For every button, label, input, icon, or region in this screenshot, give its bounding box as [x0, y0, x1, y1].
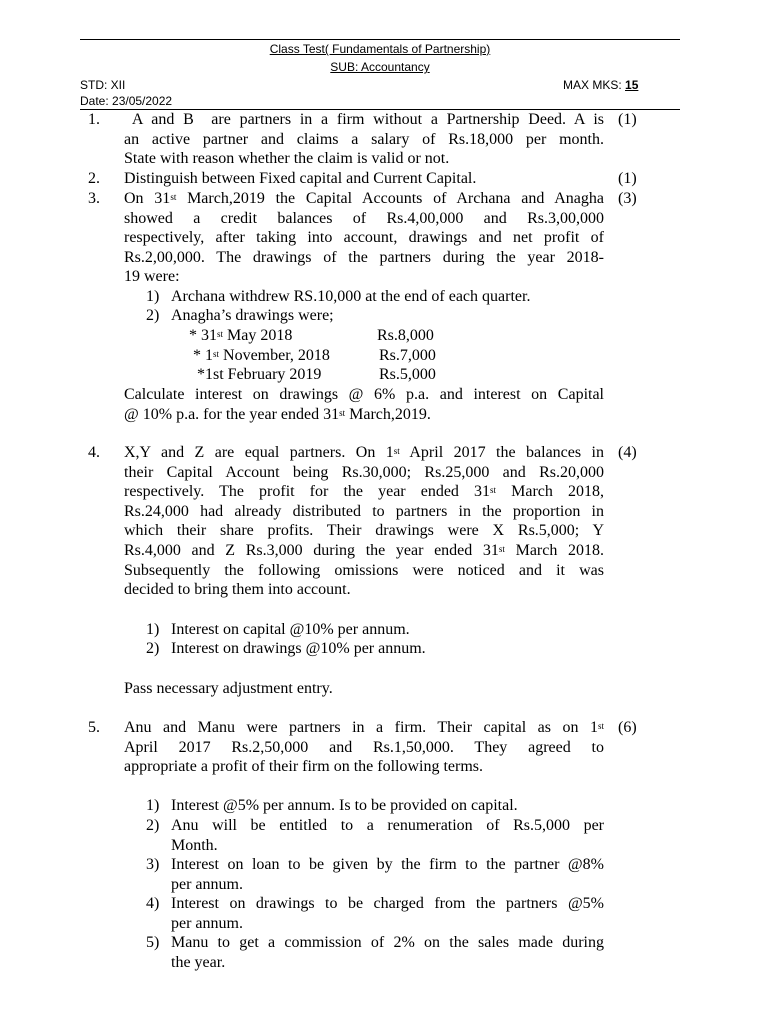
- q4-list-item: [146, 620, 604, 640]
- ordinal-suffix: st: [393, 446, 400, 456]
- ordinal-suffix: st: [597, 721, 604, 731]
- q4-line-part: X,Y and Z are equal partners. On 1: [124, 444, 394, 461]
- list-text: [171, 816, 604, 855]
- drawing-date-part: May 2018: [223, 327, 293, 344]
- ordinal-suffix: st: [490, 485, 497, 496]
- q5-list-item: [146, 796, 604, 816]
- max-marks-value: 15: [625, 78, 639, 92]
- list-text-line: Month.: [171, 836, 218, 854]
- q3-line-part: @ 10% p.a. for the year ended 31: [124, 405, 340, 423]
- list-number: 1): [146, 621, 160, 638]
- q4-line: Pass necessary adjustment entry.: [124, 680, 333, 697]
- subject-line: [80, 60, 680, 75]
- list-number: 1): [146, 288, 160, 305]
- q3-line: [124, 189, 604, 209]
- max-marks: [563, 78, 638, 93]
- q3-list-item: [146, 287, 604, 307]
- list-text: [171, 894, 604, 933]
- q1-number: 1.: [88, 111, 100, 128]
- q5-list-item: [146, 855, 604, 894]
- top-rule: [80, 39, 680, 40]
- q4-text: [124, 443, 604, 600]
- q5-marks: (6): [618, 719, 637, 736]
- max-marks-label: MAX MKS:: [563, 78, 626, 92]
- drawing-date: [193, 346, 330, 366]
- q4-line-part: March 2018.: [504, 541, 604, 559]
- q4-marks: (4): [618, 444, 637, 461]
- q3-line-part: March,2019.: [345, 405, 431, 423]
- list-text-line: Anu will be entitled to a renumeration of Rs.5,000 per: [171, 817, 604, 834]
- q5-number: 5.: [88, 719, 100, 736]
- list-text: Interest on capital @10% per annum.: [171, 621, 410, 638]
- list-number: 4): [146, 895, 160, 912]
- q3-line-part: March,2019 the Capital Accounts of Archana and Anagha: [176, 190, 604, 207]
- list-number: 2): [146, 307, 160, 324]
- q1-text: [124, 110, 604, 169]
- ordinal-suffix: st: [498, 543, 505, 554]
- q4-line: which their share profits. Their drawings were X Rs.5,000; Y: [124, 522, 604, 540]
- q5-text: [124, 718, 604, 777]
- drawing-date-part: * 31: [189, 327, 217, 344]
- q5-list-item: [146, 894, 604, 933]
- q5-line: April 2017 Rs.2,50,000 and Rs.1,50,000. They agreed to: [124, 738, 604, 756]
- q3-line: [124, 405, 604, 425]
- q1-line: an active partner and claims a salary of Rs.18,000 per month.: [124, 130, 604, 148]
- list-text-line: Manu to get a commission of 2% on the sales made during: [171, 934, 604, 951]
- q4-line-part: Rs.4,000 and Z Rs.3,000 during the year ended 31: [124, 541, 499, 559]
- drawing-amount: Rs.7,000: [379, 347, 436, 364]
- q4-line-part: respectively. The profit for the year ended 31: [124, 483, 491, 501]
- q2-marks: (1): [618, 170, 637, 187]
- ordinal-suffix: st: [339, 407, 346, 418]
- q3-marks: (3): [618, 190, 637, 207]
- q2-text: [124, 169, 604, 189]
- q3-calc-text: [124, 385, 604, 424]
- list-text: Interest @5% per annum. Is to be provided on capital.: [171, 797, 518, 814]
- drawing-amount: Rs.8,000: [377, 327, 434, 344]
- list-text: Archana withdrew RS.10,000 at the end of each quarter.: [171, 288, 531, 305]
- q3-number: 3.: [88, 190, 100, 207]
- q2-line: Distinguish between Fixed capital and Current Capital.: [124, 170, 477, 187]
- q4-line: [124, 541, 604, 561]
- drawing-amount: Rs.5,000: [379, 366, 436, 383]
- q3-line-part: On 31: [124, 190, 171, 207]
- q3-line: 19 were:: [124, 268, 180, 286]
- q5-list-item: [146, 933, 604, 972]
- q3-line: showed a credit balances of Rs.4,00,000 and Rs.3,00,000: [124, 209, 604, 227]
- list-text-line: the year.: [171, 953, 226, 971]
- q4-line-part: March 2018,: [496, 483, 605, 501]
- list-text-line: per annum.: [171, 914, 243, 932]
- q4-line: Rs.24,000 had already distributed to partners in the proportion in: [124, 502, 604, 520]
- q4-number: 4.: [88, 444, 100, 461]
- list-text: [171, 933, 604, 972]
- drawing-date-part: November, 2018: [219, 347, 330, 364]
- list-number: 5): [146, 934, 160, 951]
- list-text: Anagha’s drawings were;: [171, 307, 334, 324]
- q4-line-part: April 2017 the balances in: [399, 444, 605, 461]
- list-text-line: Interest on drawings to be charged from the partners @5%: [171, 895, 604, 912]
- list-text: [171, 855, 604, 894]
- subject-prefix: SUB:: [330, 60, 361, 74]
- q4-instruction: [124, 679, 604, 699]
- list-number: 2): [146, 817, 160, 834]
- list-text-line: per annum.: [171, 875, 243, 893]
- drawing-date: *1st February 2019: [197, 366, 322, 383]
- q5-line: appropriate a profit of their firm on the following terms.: [124, 758, 484, 776]
- ordinal-suffix: st: [170, 192, 177, 202]
- q5-line-part: Anu and Manu were partners in a firm. Their capital as on 1: [124, 719, 598, 736]
- standard-label: STD: XII: [80, 78, 126, 92]
- q3-text: [124, 189, 604, 287]
- q3-list-item: [146, 306, 604, 326]
- test-date: Date: 23/05/2022: [80, 94, 173, 108]
- drawing-date: [189, 326, 292, 346]
- q1-line: A and B are partners in a firm without a Partnership Deed. A is: [124, 111, 604, 128]
- q4-line: [124, 443, 604, 463]
- q5-list-item: [146, 816, 604, 855]
- list-number: 3): [146, 856, 160, 873]
- q1-marks: (1): [618, 111, 637, 128]
- list-text: Interest on drawings @10% per annum.: [171, 640, 426, 657]
- q2-number: 2.: [88, 170, 100, 187]
- q4-line: decided to bring them into account.: [124, 581, 351, 599]
- q3-line: Rs.2,00,000. The drawings of the partners during the year 2018-: [124, 248, 604, 266]
- list-number: 2): [146, 640, 160, 657]
- subject-name: Accountancy: [360, 60, 430, 74]
- list-number: 1): [146, 797, 160, 814]
- q1-line: State with reason whether the claim is valid or not.: [124, 150, 450, 168]
- ordinal-suffix: st: [217, 329, 224, 339]
- q4-list-item: [146, 639, 604, 659]
- q3-line: respectively, after taking into account, drawings and net profit of: [124, 229, 604, 247]
- q4-line: their Capital Account being Rs.30,000; Rs.25,000 and Rs.20,000: [124, 463, 604, 481]
- ordinal-suffix: st: [213, 349, 220, 359]
- q5-line: [124, 718, 604, 738]
- test-title: Class Test( Fundamentals of Partnership): [269, 42, 491, 56]
- q3-line: Calculate interest on drawings @ 6% p.a. and interest on Capital: [124, 386, 604, 403]
- drawing-date-part: * 1: [193, 347, 213, 364]
- list-text-line: Interest on loan to be given by the firm to the partner @8%: [171, 856, 604, 873]
- q4-line: Subsequently the following omissions were noticed and it was: [124, 561, 604, 579]
- q4-line: [124, 482, 604, 502]
